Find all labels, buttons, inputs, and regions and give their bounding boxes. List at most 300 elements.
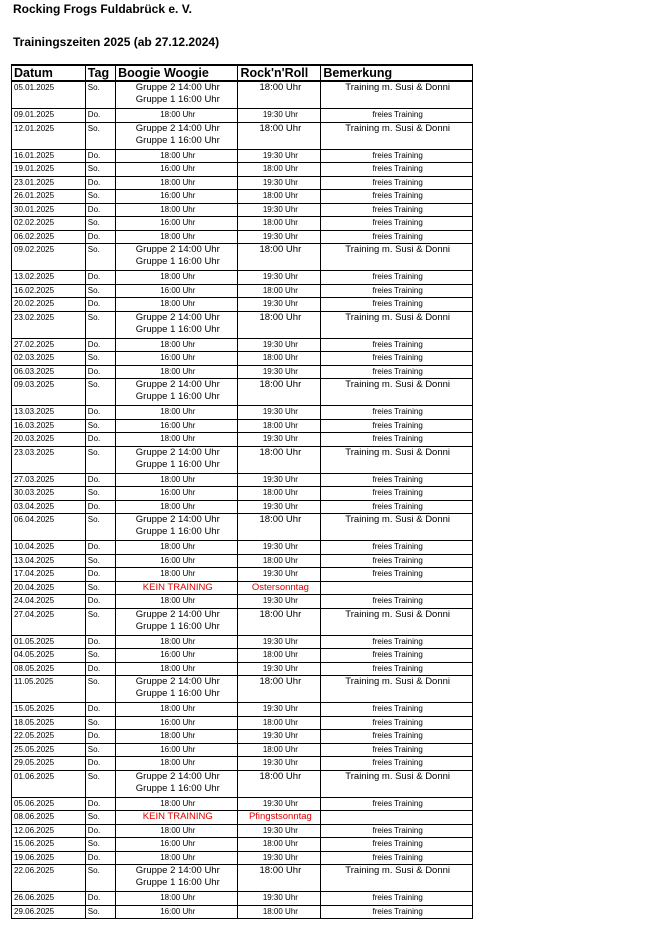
cell-tag: Do. — [85, 662, 115, 676]
table-row — [12, 365, 473, 379]
cell-bemerkung: freies Training — [321, 757, 473, 771]
table-row — [12, 811, 473, 825]
cell-datum: 27.04.2025 — [12, 608, 86, 635]
cell-rock-n-roll: 19:30 Uhr — [238, 176, 321, 190]
cell-rock-n-roll: 18:00 Uhr — [238, 352, 321, 366]
cell-datum: 22.06.2025 — [12, 865, 86, 892]
table-row — [12, 338, 473, 352]
cell-datum: 06.04.2025 — [12, 514, 86, 541]
cell-bemerkung: freies Training — [321, 743, 473, 757]
cell-tag: Do. — [85, 703, 115, 717]
cell-bemerkung: freies Training — [321, 662, 473, 676]
table-row — [12, 163, 473, 177]
cell-boogie-woogie: 16:00 Uhr — [116, 284, 238, 298]
cell-tag: Do. — [85, 568, 115, 582]
cell-tag: Do. — [85, 406, 115, 420]
header-row — [12, 65, 473, 81]
cell-bemerkung: freies Training — [321, 554, 473, 568]
cell-rock-n-roll: 19:30 Uhr — [238, 824, 321, 838]
cell-bemerkung: freies Training — [321, 365, 473, 379]
cell-tag: So. — [85, 676, 115, 703]
cell-bemerkung: freies Training — [321, 149, 473, 163]
cell-rock-n-roll: 19:30 Uhr — [238, 298, 321, 312]
cell-bemerkung: freies Training — [321, 163, 473, 177]
cell-bemerkung: Training m. Susi & Donni — [321, 122, 473, 149]
cell-rock-n-roll: 19:30 Uhr — [238, 851, 321, 865]
cell-boogie-woogie: 18:00 Uhr — [116, 568, 238, 582]
cell-boogie-woogie: 18:00 Uhr — [116, 473, 238, 487]
cell-tag: So. — [85, 743, 115, 757]
table-row — [12, 446, 473, 473]
cell-tag: So. — [85, 716, 115, 730]
cell-rock-n-roll: 19:30 Uhr — [238, 730, 321, 744]
cell-boogie-woogie: 18:00 Uhr — [116, 176, 238, 190]
cell-datum: 19.01.2025 — [12, 163, 86, 177]
cell-datum: 23.03.2025 — [12, 446, 86, 473]
cell-datum: 24.04.2025 — [12, 595, 86, 609]
cell-rock-n-roll: 18:00 Uhr — [238, 163, 321, 177]
cell-boogie-woogie: 18:00 Uhr — [116, 703, 238, 717]
table-row — [12, 217, 473, 231]
cell-datum: 13.04.2025 — [12, 554, 86, 568]
table-row — [12, 379, 473, 406]
table-row — [12, 892, 473, 906]
cell-tag: Do. — [85, 109, 115, 123]
table-row — [12, 311, 473, 338]
cell-bemerkung: Training m. Susi & Donni — [321, 514, 473, 541]
cell-datum: 05.06.2025 — [12, 797, 86, 811]
table-row — [12, 595, 473, 609]
cell-datum: 26.06.2025 — [12, 892, 86, 906]
cell-rock-n-roll: 18:00 Uhr — [238, 554, 321, 568]
cell-tag: So. — [85, 446, 115, 473]
cell-boogie-woogie: 16:00 Uhr — [116, 163, 238, 177]
cell-bemerkung: Training m. Susi & Donni — [321, 379, 473, 406]
cell-boogie-woogie: 18:00 Uhr — [116, 149, 238, 163]
cell-bemerkung: freies Training — [321, 500, 473, 514]
cell-boogie-woogie: KEIN TRAINING — [116, 581, 238, 595]
cell-bemerkung: freies Training — [321, 487, 473, 501]
cell-datum: 27.03.2025 — [12, 473, 86, 487]
cell-tag: So. — [85, 311, 115, 338]
cell-datum: 12.06.2025 — [12, 824, 86, 838]
col-header-datum: Datum — [12, 65, 86, 81]
cell-datum: 22.05.2025 — [12, 730, 86, 744]
cell-bemerkung: Training m. Susi & Donni — [321, 81, 473, 109]
cell-bemerkung: freies Training — [321, 109, 473, 123]
cell-rock-n-roll: 18:00 Uhr — [238, 905, 321, 919]
cell-tag: Do. — [85, 271, 115, 285]
cell-bemerkung: freies Training — [321, 433, 473, 447]
cell-bemerkung: freies Training — [321, 190, 473, 204]
table-row — [12, 635, 473, 649]
cell-boogie-woogie: 16:00 Uhr — [116, 352, 238, 366]
table-row — [12, 514, 473, 541]
cell-bemerkung: freies Training — [321, 541, 473, 555]
cell-datum: 16.01.2025 — [12, 149, 86, 163]
cell-rock-n-roll: 18:00 Uhr — [238, 865, 321, 892]
cell-rock-n-roll: 19:30 Uhr — [238, 568, 321, 582]
cell-rock-n-roll: 19:30 Uhr — [238, 203, 321, 217]
cell-boogie-woogie: Gruppe 2 14:00 Uhr Gruppe 1 16:00 Uhr — [116, 81, 238, 109]
cell-boogie-woogie: 16:00 Uhr — [116, 905, 238, 919]
cell-datum: 12.01.2025 — [12, 122, 86, 149]
cell-tag: So. — [85, 163, 115, 177]
cell-rock-n-roll: 19:30 Uhr — [238, 635, 321, 649]
club-title: Rocking Frogs Fuldabrück e. V. — [13, 2, 192, 16]
table-row — [12, 176, 473, 190]
cell-tag: So. — [85, 244, 115, 271]
cell-boogie-woogie: Gruppe 2 14:00 Uhr Gruppe 1 16:00 Uhr — [116, 311, 238, 338]
table-row — [12, 824, 473, 838]
cell-tag: So. — [85, 905, 115, 919]
cell-bemerkung: freies Training — [321, 298, 473, 312]
cell-datum: 15.06.2025 — [12, 838, 86, 852]
cell-boogie-woogie: Gruppe 2 14:00 Uhr Gruppe 1 16:00 Uhr — [116, 770, 238, 797]
cell-datum: 20.02.2025 — [12, 298, 86, 312]
cell-datum: 17.04.2025 — [12, 568, 86, 582]
col-header-boogie-woogie: Boogie Woogie — [116, 65, 238, 81]
cell-boogie-woogie: Gruppe 2 14:00 Uhr Gruppe 1 16:00 Uhr — [116, 676, 238, 703]
cell-tag: Do. — [85, 338, 115, 352]
cell-rock-n-roll: Pfingstsonntag — [238, 811, 321, 825]
cell-datum: 01.05.2025 — [12, 635, 86, 649]
cell-datum: 03.04.2025 — [12, 500, 86, 514]
cell-rock-n-roll: 19:30 Uhr — [238, 892, 321, 906]
cell-boogie-woogie: 18:00 Uhr — [116, 635, 238, 649]
table-row — [12, 190, 473, 204]
col-header-rock-n-roll: Rock'n'Roll — [238, 65, 321, 81]
cell-boogie-woogie: Gruppe 2 14:00 Uhr Gruppe 1 16:00 Uhr — [116, 446, 238, 473]
cell-datum: 30.03.2025 — [12, 487, 86, 501]
table-row — [12, 554, 473, 568]
cell-bemerkung — [321, 581, 473, 595]
schedule-subtitle: Trainingszeiten 2025 (ab 27.12.2024) — [13, 35, 220, 49]
cell-rock-n-roll: 19:30 Uhr — [238, 703, 321, 717]
cell-rock-n-roll: 19:30 Uhr — [238, 797, 321, 811]
cell-datum: 06.02.2025 — [12, 230, 86, 244]
cell-bemerkung: freies Training — [321, 284, 473, 298]
table-row — [12, 122, 473, 149]
cell-bemerkung: freies Training — [321, 716, 473, 730]
schedule-table — [11, 64, 473, 919]
cell-boogie-woogie: 16:00 Uhr — [116, 419, 238, 433]
cell-tag: So. — [85, 284, 115, 298]
cell-tag: Do. — [85, 892, 115, 906]
cell-boogie-woogie: 18:00 Uhr — [116, 797, 238, 811]
cell-boogie-woogie: 18:00 Uhr — [116, 595, 238, 609]
cell-datum: 23.02.2025 — [12, 311, 86, 338]
cell-datum: 05.01.2025 — [12, 81, 86, 109]
cell-tag: So. — [85, 217, 115, 231]
cell-boogie-woogie: 18:00 Uhr — [116, 730, 238, 744]
cell-tag: Do. — [85, 541, 115, 555]
cell-datum: 20.03.2025 — [12, 433, 86, 447]
cell-rock-n-roll: 19:30 Uhr — [238, 149, 321, 163]
cell-boogie-woogie: 18:00 Uhr — [116, 541, 238, 555]
cell-boogie-woogie: 18:00 Uhr — [116, 271, 238, 285]
table-row — [12, 149, 473, 163]
table-row — [12, 730, 473, 744]
table-row — [12, 230, 473, 244]
cell-rock-n-roll: 19:30 Uhr — [238, 757, 321, 771]
cell-tag: Do. — [85, 230, 115, 244]
table-row — [12, 284, 473, 298]
table-row — [12, 81, 473, 109]
table-row — [12, 581, 473, 595]
cell-rock-n-roll: 18:00 Uhr — [238, 122, 321, 149]
cell-rock-n-roll: 19:30 Uhr — [238, 406, 321, 420]
schedule-body — [12, 81, 473, 919]
cell-tag: Do. — [85, 730, 115, 744]
cell-tag: So. — [85, 514, 115, 541]
cell-rock-n-roll: 18:00 Uhr — [238, 608, 321, 635]
cell-boogie-woogie: KEIN TRAINING — [116, 811, 238, 825]
cell-bemerkung: Training m. Susi & Donni — [321, 244, 473, 271]
col-header-tag: Tag — [85, 65, 115, 81]
cell-boogie-woogie: Gruppe 2 14:00 Uhr Gruppe 1 16:00 Uhr — [116, 244, 238, 271]
cell-rock-n-roll: 19:30 Uhr — [238, 433, 321, 447]
cell-boogie-woogie: 18:00 Uhr — [116, 851, 238, 865]
cell-datum: 13.02.2025 — [12, 271, 86, 285]
cell-datum: 08.05.2025 — [12, 662, 86, 676]
cell-datum: 30.01.2025 — [12, 203, 86, 217]
table-row — [12, 797, 473, 811]
cell-tag: Do. — [85, 851, 115, 865]
cell-rock-n-roll: 18:00 Uhr — [238, 649, 321, 663]
cell-datum: 06.03.2025 — [12, 365, 86, 379]
cell-bemerkung: freies Training — [321, 203, 473, 217]
cell-datum: 10.04.2025 — [12, 541, 86, 555]
cell-datum: 13.03.2025 — [12, 406, 86, 420]
col-header-bemerkung: Bemerkung — [321, 65, 473, 81]
cell-rock-n-roll: 18:00 Uhr — [238, 487, 321, 501]
cell-tag: So. — [85, 81, 115, 109]
table-row — [12, 608, 473, 635]
cell-bemerkung: freies Training — [321, 595, 473, 609]
cell-tag: So. — [85, 838, 115, 852]
cell-tag: So. — [85, 419, 115, 433]
cell-tag: So. — [85, 352, 115, 366]
table-row — [12, 838, 473, 852]
cell-tag: Do. — [85, 595, 115, 609]
cell-bemerkung: Training m. Susi & Donni — [321, 311, 473, 338]
cell-boogie-woogie: 16:00 Uhr — [116, 649, 238, 663]
cell-rock-n-roll: 18:00 Uhr — [238, 446, 321, 473]
cell-tag: So. — [85, 379, 115, 406]
table-row — [12, 716, 473, 730]
table-row — [12, 244, 473, 271]
cell-boogie-woogie: 18:00 Uhr — [116, 338, 238, 352]
cell-bemerkung: freies Training — [321, 406, 473, 420]
cell-tag: So. — [85, 865, 115, 892]
cell-datum: 09.02.2025 — [12, 244, 86, 271]
table-row — [12, 568, 473, 582]
cell-tag: So. — [85, 608, 115, 635]
cell-boogie-woogie: 18:00 Uhr — [116, 433, 238, 447]
table-row — [12, 419, 473, 433]
cell-datum: 01.06.2025 — [12, 770, 86, 797]
cell-rock-n-roll: 18:00 Uhr — [238, 284, 321, 298]
cell-datum: 25.05.2025 — [12, 743, 86, 757]
table-row — [12, 541, 473, 555]
cell-boogie-woogie: 18:00 Uhr — [116, 230, 238, 244]
cell-bemerkung: Training m. Susi & Donni — [321, 608, 473, 635]
cell-bemerkung: freies Training — [321, 230, 473, 244]
cell-rock-n-roll: 19:30 Uhr — [238, 230, 321, 244]
cell-boogie-woogie: Gruppe 2 14:00 Uhr Gruppe 1 16:00 Uhr — [116, 514, 238, 541]
table-row — [12, 703, 473, 717]
cell-bemerkung: freies Training — [321, 419, 473, 433]
table-row — [12, 865, 473, 892]
table-row — [12, 770, 473, 797]
cell-datum: 09.01.2025 — [12, 109, 86, 123]
cell-bemerkung: freies Training — [321, 338, 473, 352]
cell-rock-n-roll: 19:30 Uhr — [238, 500, 321, 514]
cell-tag: Do. — [85, 824, 115, 838]
table-row — [12, 203, 473, 217]
cell-bemerkung: freies Training — [321, 892, 473, 906]
cell-boogie-woogie: Gruppe 2 14:00 Uhr Gruppe 1 16:00 Uhr — [116, 379, 238, 406]
cell-bemerkung: freies Training — [321, 568, 473, 582]
cell-datum: 04.05.2025 — [12, 649, 86, 663]
cell-boogie-woogie: Gruppe 2 14:00 Uhr Gruppe 1 16:00 Uhr — [116, 608, 238, 635]
cell-rock-n-roll: 19:30 Uhr — [238, 365, 321, 379]
cell-bemerkung: freies Training — [321, 730, 473, 744]
cell-boogie-woogie: 16:00 Uhr — [116, 190, 238, 204]
cell-rock-n-roll: 18:00 Uhr — [238, 311, 321, 338]
table-row — [12, 298, 473, 312]
cell-tag: So. — [85, 487, 115, 501]
cell-datum: 02.02.2025 — [12, 217, 86, 231]
cell-datum: 23.01.2025 — [12, 176, 86, 190]
cell-tag: Do. — [85, 433, 115, 447]
cell-datum: 16.03.2025 — [12, 419, 86, 433]
cell-bemerkung: freies Training — [321, 905, 473, 919]
cell-rock-n-roll: 18:00 Uhr — [238, 770, 321, 797]
cell-rock-n-roll: 18:00 Uhr — [238, 716, 321, 730]
cell-bemerkung: freies Training — [321, 703, 473, 717]
cell-rock-n-roll: 18:00 Uhr — [238, 743, 321, 757]
cell-bemerkung: freies Training — [321, 635, 473, 649]
cell-bemerkung: freies Training — [321, 797, 473, 811]
cell-rock-n-roll: 18:00 Uhr — [238, 81, 321, 109]
cell-rock-n-roll: 18:00 Uhr — [238, 190, 321, 204]
cell-tag: So. — [85, 649, 115, 663]
cell-tag: So. — [85, 581, 115, 595]
table-row — [12, 487, 473, 501]
cell-boogie-woogie: 16:00 Uhr — [116, 487, 238, 501]
table-row — [12, 905, 473, 919]
cell-datum: 09.03.2025 — [12, 379, 86, 406]
cell-bemerkung: freies Training — [321, 824, 473, 838]
cell-boogie-woogie: 16:00 Uhr — [116, 217, 238, 231]
cell-datum: 20.04.2025 — [12, 581, 86, 595]
cell-rock-n-roll: 18:00 Uhr — [238, 419, 321, 433]
cell-datum: 08.06.2025 — [12, 811, 86, 825]
cell-bemerkung: Training m. Susi & Donni — [321, 446, 473, 473]
cell-bemerkung: Training m. Susi & Donni — [321, 865, 473, 892]
cell-boogie-woogie: 18:00 Uhr — [116, 892, 238, 906]
cell-boogie-woogie: 18:00 Uhr — [116, 824, 238, 838]
cell-tag: So. — [85, 811, 115, 825]
cell-boogie-woogie: 18:00 Uhr — [116, 406, 238, 420]
cell-boogie-woogie: 18:00 Uhr — [116, 365, 238, 379]
cell-bemerkung: Training m. Susi & Donni — [321, 770, 473, 797]
cell-tag: So. — [85, 554, 115, 568]
cell-datum: 02.03.2025 — [12, 352, 86, 366]
table-row — [12, 433, 473, 447]
cell-rock-n-roll: 18:00 Uhr — [238, 838, 321, 852]
table-row — [12, 757, 473, 771]
cell-datum: 11.05.2025 — [12, 676, 86, 703]
cell-boogie-woogie: 16:00 Uhr — [116, 716, 238, 730]
cell-tag: Do. — [85, 203, 115, 217]
cell-rock-n-roll: 19:30 Uhr — [238, 595, 321, 609]
cell-bemerkung — [321, 811, 473, 825]
cell-boogie-woogie: Gruppe 2 14:00 Uhr Gruppe 1 16:00 Uhr — [116, 865, 238, 892]
cell-boogie-woogie: 16:00 Uhr — [116, 554, 238, 568]
cell-rock-n-roll: 18:00 Uhr — [238, 217, 321, 231]
cell-rock-n-roll: 18:00 Uhr — [238, 676, 321, 703]
cell-boogie-woogie: 18:00 Uhr — [116, 662, 238, 676]
table-row — [12, 851, 473, 865]
cell-datum: 16.02.2025 — [12, 284, 86, 298]
cell-datum: 29.06.2025 — [12, 905, 86, 919]
table-row — [12, 662, 473, 676]
cell-tag: Do. — [85, 635, 115, 649]
cell-tag: Do. — [85, 797, 115, 811]
table-row — [12, 743, 473, 757]
cell-rock-n-roll: 19:30 Uhr — [238, 541, 321, 555]
cell-tag: Do. — [85, 298, 115, 312]
table-row — [12, 352, 473, 366]
cell-tag: Do. — [85, 500, 115, 514]
cell-tag: So. — [85, 190, 115, 204]
table-row — [12, 109, 473, 123]
cell-bemerkung: freies Training — [321, 352, 473, 366]
cell-boogie-woogie: 18:00 Uhr — [116, 500, 238, 514]
cell-rock-n-roll: 18:00 Uhr — [238, 244, 321, 271]
cell-rock-n-roll: 19:30 Uhr — [238, 109, 321, 123]
cell-datum: 29.05.2025 — [12, 757, 86, 771]
table-row — [12, 500, 473, 514]
cell-bemerkung: freies Training — [321, 176, 473, 190]
cell-bemerkung: freies Training — [321, 838, 473, 852]
cell-datum: 18.05.2025 — [12, 716, 86, 730]
cell-boogie-woogie: 18:00 Uhr — [116, 203, 238, 217]
cell-bemerkung: Training m. Susi & Donni — [321, 676, 473, 703]
table-row — [12, 676, 473, 703]
cell-tag: Do. — [85, 176, 115, 190]
table-row — [12, 649, 473, 663]
cell-datum: 19.06.2025 — [12, 851, 86, 865]
cell-bemerkung: freies Training — [321, 649, 473, 663]
cell-rock-n-roll: 19:30 Uhr — [238, 662, 321, 676]
cell-tag: So. — [85, 122, 115, 149]
table-row — [12, 473, 473, 487]
cell-rock-n-roll: 19:30 Uhr — [238, 338, 321, 352]
cell-boogie-woogie: 18:00 Uhr — [116, 298, 238, 312]
cell-rock-n-roll: 19:30 Uhr — [238, 271, 321, 285]
cell-rock-n-roll: 19:30 Uhr — [238, 473, 321, 487]
cell-boogie-woogie: 18:00 Uhr — [116, 109, 238, 123]
cell-boogie-woogie: 16:00 Uhr — [116, 743, 238, 757]
cell-rock-n-roll: Ostersonntag — [238, 581, 321, 595]
cell-rock-n-roll: 18:00 Uhr — [238, 379, 321, 406]
cell-bemerkung: freies Training — [321, 271, 473, 285]
cell-datum: 27.02.2025 — [12, 338, 86, 352]
